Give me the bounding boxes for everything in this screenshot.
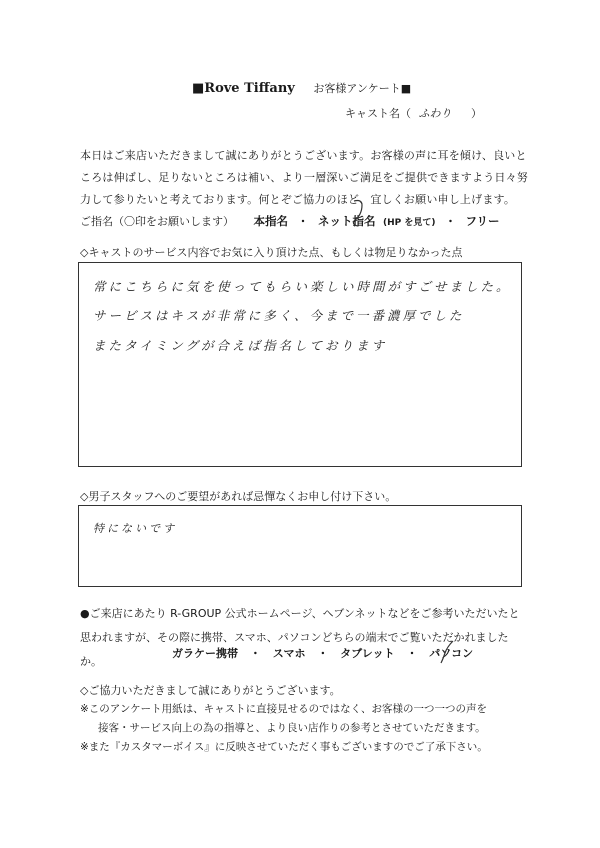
footer-note: 接客・サービス向上の為の指導と、より良い店作りの参考とさせていただきます。 bbox=[98, 722, 486, 734]
device-option-pc: パソコン bbox=[429, 647, 474, 660]
question2-answer-box bbox=[78, 505, 522, 587]
thanks-text: ◇ご協力いただきまして誠にありがとうございます。 bbox=[80, 684, 341, 697]
handwritten-check-mark-icon bbox=[437, 639, 459, 665]
separator: ・ bbox=[406, 647, 418, 660]
cast-label: キャスト名（ bbox=[345, 107, 411, 120]
device-option-smartphone: スマホ bbox=[272, 647, 306, 660]
nomination-option-honshimei: 本指名 bbox=[253, 214, 288, 228]
device-option-pc-wrapper bbox=[429, 645, 473, 661]
survey-subtitle: お客様アンケート■ bbox=[313, 82, 412, 95]
device-options-row bbox=[172, 645, 473, 661]
separator: ・ bbox=[249, 647, 261, 660]
cast-name-handwritten: ふわり bbox=[418, 107, 452, 120]
footer-notes bbox=[80, 700, 540, 757]
nomination-option-hp: (HP を見て) bbox=[383, 218, 436, 228]
store-name: ■Rove Tiffany bbox=[192, 81, 295, 96]
footer-note: ※また『カスタマーボイス』に反映させていただく事もございますのでご了承下さい。 bbox=[80, 741, 488, 753]
cast-close: ） bbox=[471, 107, 482, 120]
handwritten-check-mark-icon bbox=[348, 199, 372, 229]
cast-name-field bbox=[345, 105, 482, 121]
question1-answer-box bbox=[78, 262, 522, 467]
nomination-row bbox=[80, 213, 500, 229]
device-option-tablet: タブレット bbox=[340, 647, 395, 660]
separator: ・ bbox=[445, 215, 456, 228]
nomination-option-free: フリー bbox=[465, 214, 500, 228]
separator: ・ bbox=[317, 647, 329, 660]
nomination-option-net: ネット指名 bbox=[318, 214, 376, 228]
survey-title bbox=[192, 80, 411, 96]
separator: ・ bbox=[297, 215, 309, 228]
question1-label: ◇キャストのサービス内容でお気に入り頂けた点、もしくは物足りなかった点 bbox=[80, 246, 463, 259]
answer2-text: 特にないです bbox=[93, 522, 177, 535]
answer1-line: またタイミングが合えば指名しております bbox=[93, 338, 388, 353]
answer1-line: サービスはキスが非常に多く、今まで一番濃厚でした bbox=[93, 308, 465, 323]
nomination-label: ご指名（〇印をお願いします） bbox=[80, 215, 234, 228]
intro-paragraph: 本日はご来店いただきまして誠にありがとうございます。お客様の声に耳を傾け、良いところは伸ばし、足りないところは補い、より一層深いご満足をご提供できますよう日々努力して参りたいと考えております。何とぞご協力のほど、宜しくお願い申し上げます。 bbox=[80, 149, 528, 206]
device-option-feature-phone: ガラケー携帯 bbox=[172, 647, 238, 660]
question3-text: ●ご来店にあたり R-GROUP 公式ホームページ、ヘブンネットなどをご参考いただいたと思われますが、その際に携帯、スマホ、パソコンどちらの端末でご覧いただかれましたか。 bbox=[80, 607, 520, 668]
nomination-option-net-wrapper bbox=[318, 213, 376, 229]
question2-label: ◇男子スタッフへのご要望があれば忌憚なくお申し付け下さい。 bbox=[80, 490, 397, 503]
footer-note: ※このアンケート用紙は、キャストに直接見せるのではなく、お客様の一つ一つの声を bbox=[80, 703, 487, 715]
answer1-line: 常にこちらに気を使ってもらい楽しい時間がすごせました。 bbox=[93, 279, 512, 294]
